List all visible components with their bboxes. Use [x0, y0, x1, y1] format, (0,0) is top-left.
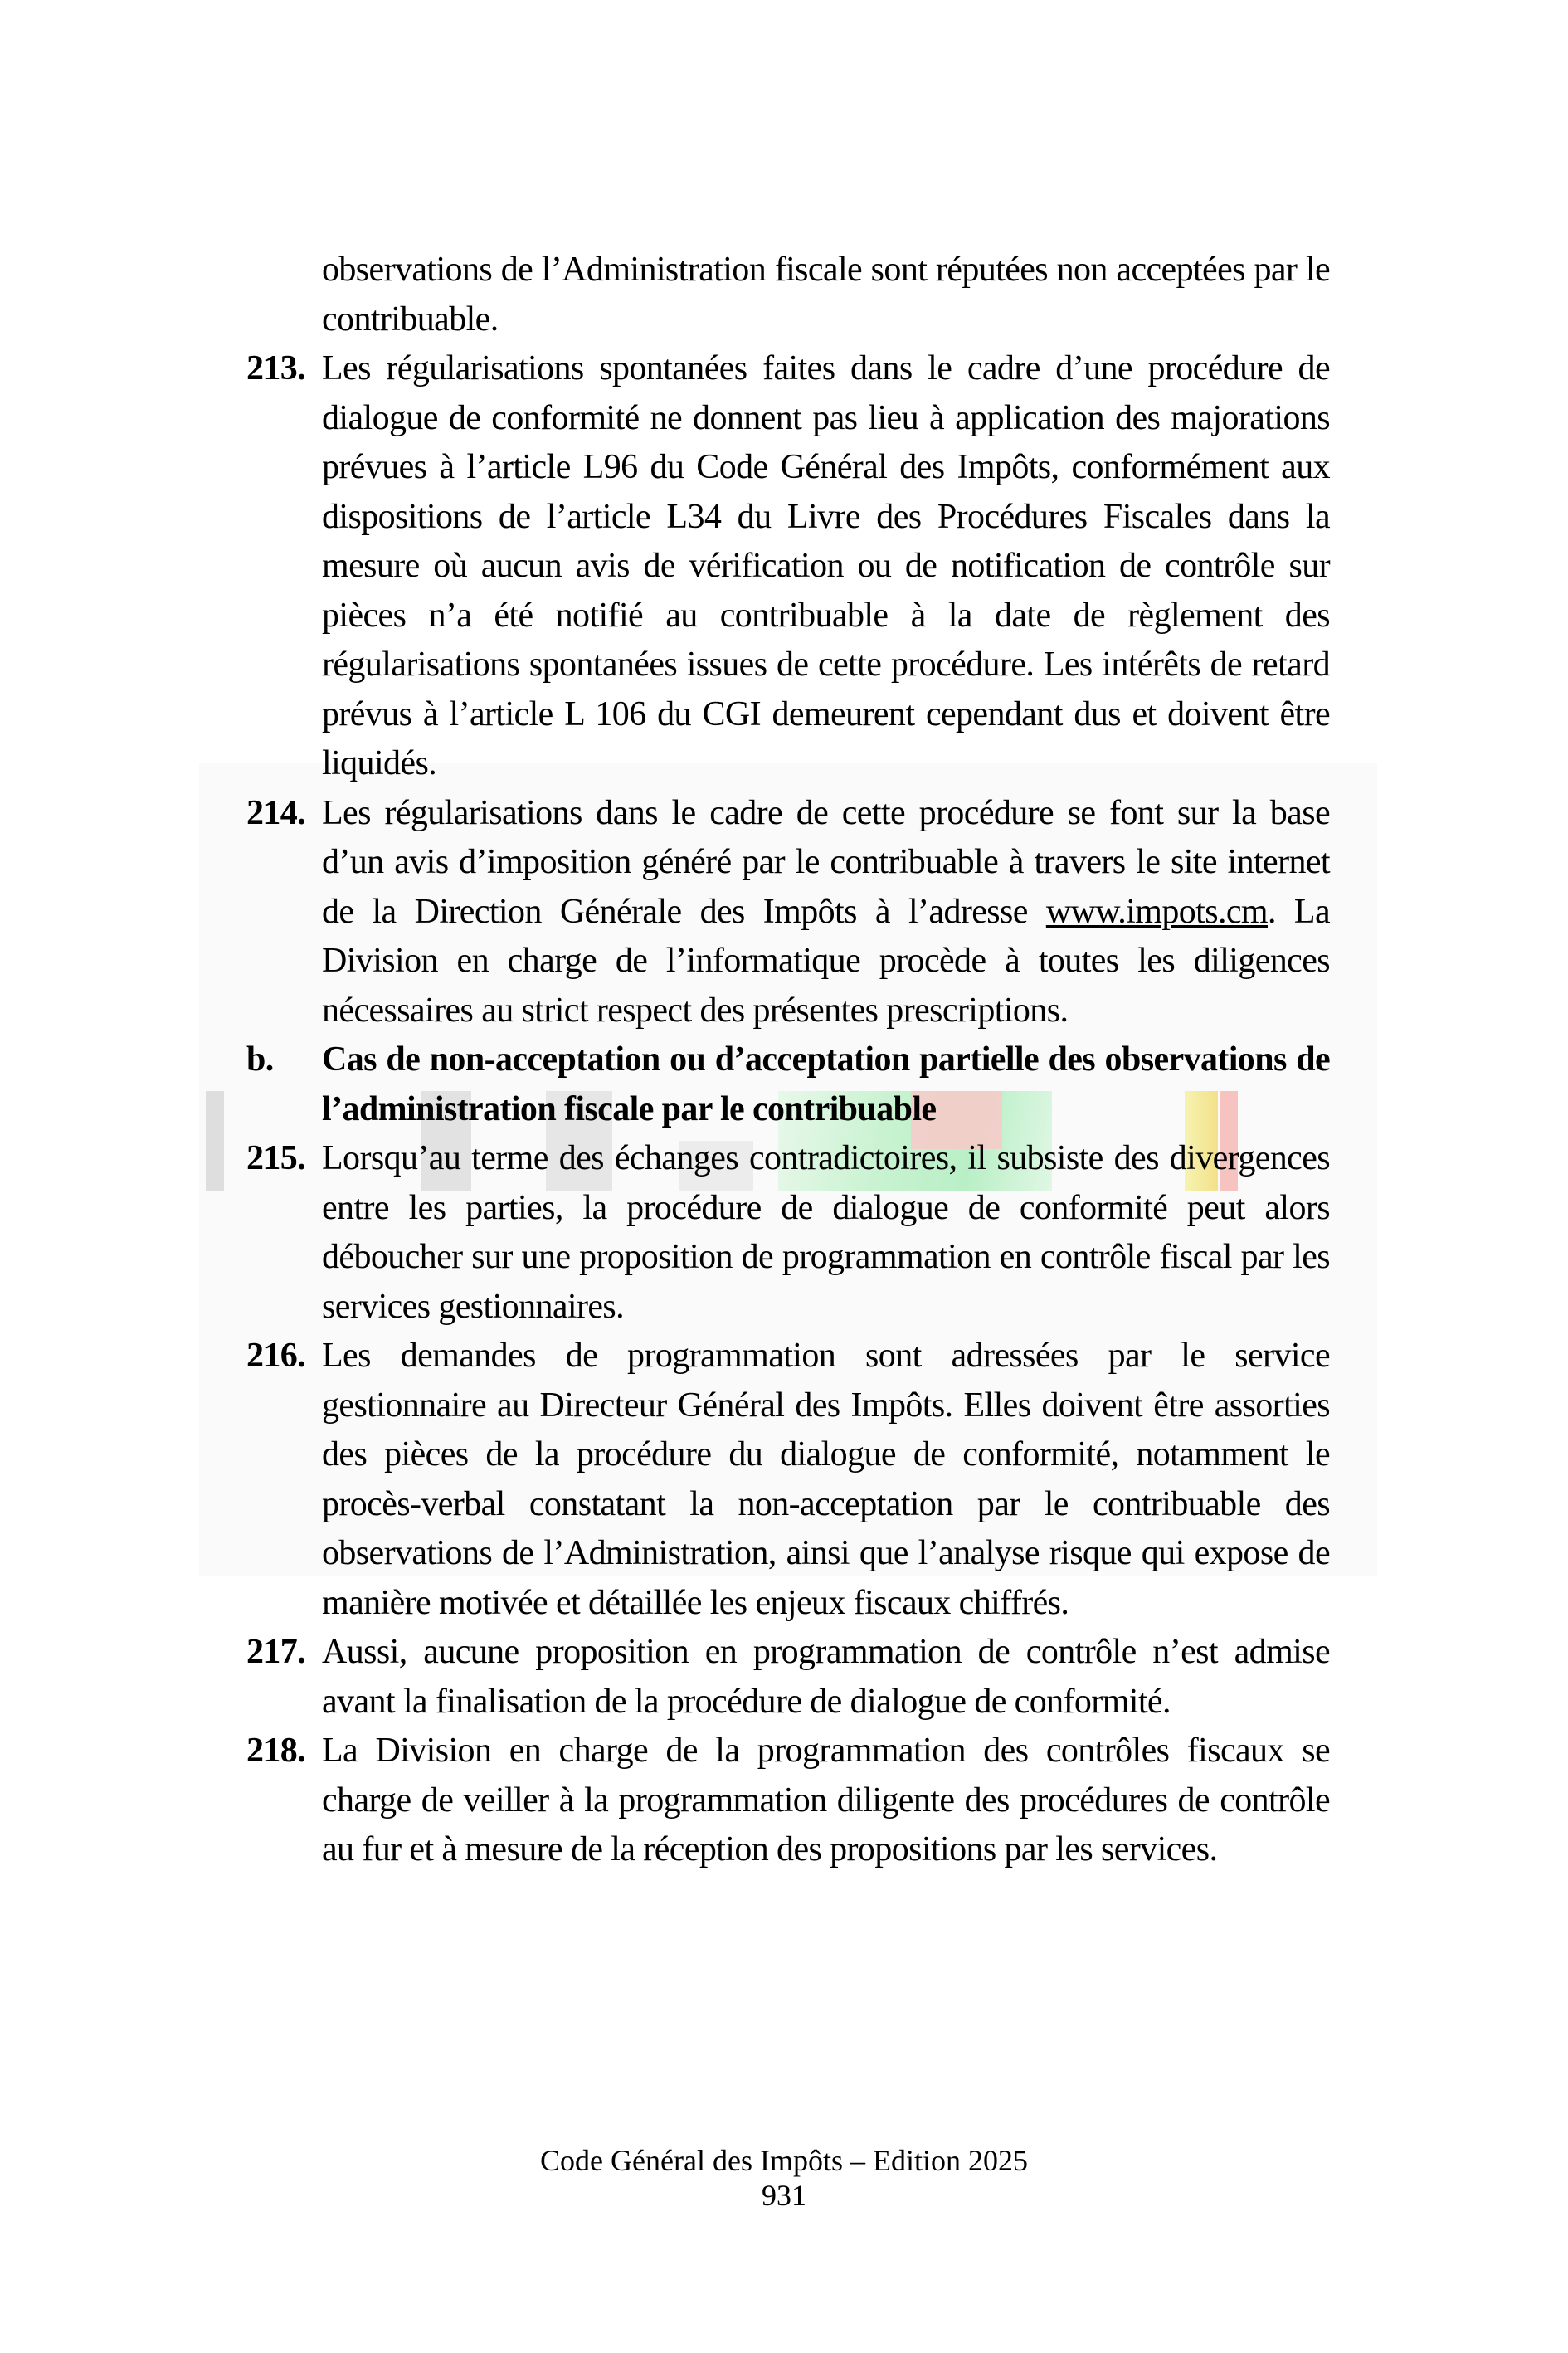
paragraph-number: 215. [246, 1139, 306, 1177]
paragraph-text: Lorsqu’au terme des échanges contradictoires, il subsiste des divergences entre les parties, la procédure de dialogue de conformité peut alors déboucher sur une proposition de programmation en contrôle fiscal par les services gestionnaires. [322, 1139, 1330, 1326]
paragraph-continuation [246, 246, 1330, 344]
paragraph-214 [246, 789, 1330, 1036]
paragraph-217 [246, 1628, 1330, 1727]
paragraph-number: 218. [246, 1732, 306, 1770]
impots-website-link[interactable]: www.impots.cm [1045, 892, 1268, 931]
paragraph-number: 214. [246, 793, 306, 832]
paragraph-text: La Division en charge de la programmation des contrôles fiscaux se charge de veiller à la programmation diligente des procédures de contrôle au fur et à mesure de la réception des propositions par les services. [322, 1732, 1330, 1868]
paragraph-number: 217. [246, 1633, 306, 1671]
paragraph-text: Aussi, aucune proposition en programmation de contrôle n’est admise avant la finalisation de la procédure de dialogue de conformité. [322, 1633, 1330, 1721]
paragraph-213 [246, 344, 1330, 789]
paragraph-216 [246, 1332, 1330, 1628]
page-number: 931 [762, 2179, 806, 2212]
paragraph-text: . La Division en charge de l’informatique procède à toutes les diligences nécessaires au strict respect des présentes prescriptions. [322, 892, 1330, 1030]
paragraph-215 [246, 1134, 1330, 1332]
paragraph-text: Les régularisations dans le cadre de cette procédure se font sur la base d’un avis d’imposition généré par le contribuable à travers le site internet de la Direction Générale des Impôts à l’adresse [322, 793, 1330, 931]
paragraph-218 [246, 1727, 1330, 1875]
section-heading-text: Cas de non-acceptation ou d’acceptation partielle des observations de l’administration fiscale par le contribuable [322, 1040, 1330, 1128]
watermark-bar [206, 1091, 224, 1191]
paragraph-number: 213. [246, 349, 306, 387]
document-body [246, 246, 1330, 1875]
footer-title: Code Général des Impôts – Edition 2025 [540, 2144, 1028, 2177]
page-footer [0, 2143, 1568, 2213]
section-letter: b. [246, 1040, 274, 1079]
paragraph-number: 216. [246, 1337, 306, 1375]
paragraph-text: Les régularisations spontanées faites dans le cadre d’une procédure de dialogue de conformité ne donnent pas lieu à application des majorations prévues à l’article L96 du Code Général des Impôts, conformément aux dispositions de l’article L34 du Livre des Procédures Fiscales dans la mesure où aucun avis de vérification ou de notification de contrôle sur pièces n’a été notifié au contribuable à la date de règlement des régularisations spontanées issues de cette procédure. Les intérêts de retard prévus à l’article L 106 du CGI demeurent cependant dus et doivent être liquidés. [322, 349, 1330, 782]
paragraph-text: Les demandes de programmation sont adressées par le service gestionnaire au Directeur Général des Impôts. Elles doivent être assorties des pièces de la procédure du dialogue de conformité, notamment le procès-verbal constatant la non-acceptation par le contribuable des observations de l’Administration, ainsi que l’analyse risque qui expose de manière motivée et détaillée les enjeux fiscaux chiffrés. [322, 1337, 1330, 1622]
paragraph-text: observations de l’Administration fiscale sont réputées non acceptées par le contribuable. [322, 251, 1330, 339]
section-heading-b [246, 1035, 1330, 1134]
